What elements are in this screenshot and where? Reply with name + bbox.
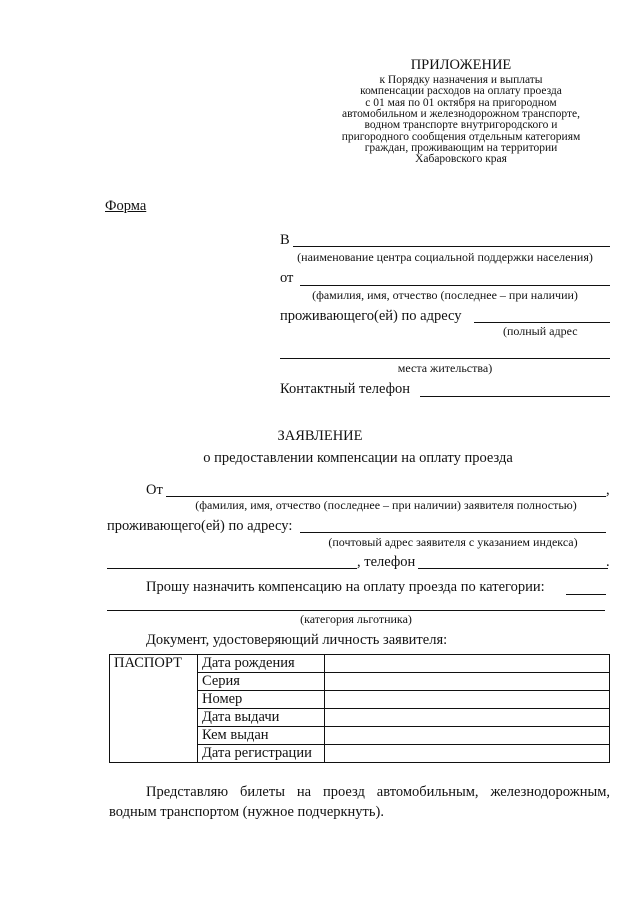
statement-subtitle: о предоставлении компенсации на оплату проезда xyxy=(203,450,513,466)
address-caption-2: места жительства) xyxy=(397,361,493,375)
passport-field-label: Дата регистрации xyxy=(198,745,325,763)
from-prefix: от xyxy=(280,270,294,286)
passport-label: ПАСПОРТ xyxy=(110,655,198,763)
passport-field-value[interactable] xyxy=(325,745,610,763)
appendix-line: компенсации расходов на оплату проезда xyxy=(360,85,562,98)
request-text: Прошу назначить компенсацию на оплату проезда по категории: xyxy=(146,579,545,595)
passport-field-value[interactable] xyxy=(325,691,610,709)
applicant-address-field[interactable] xyxy=(300,532,606,533)
tickets-text: Представляю билеты на проезд автомобильным, железнодорожным, водным транспортом (нужное подчеркнуть). xyxy=(109,784,610,820)
address-field-1[interactable] xyxy=(474,322,610,323)
appendix-line: граждан, проживающим на территории xyxy=(364,141,558,154)
address-caption-1: (полный адрес xyxy=(503,324,578,338)
applicant-address-caption: (почтовый адрес заявителя с указанием индекса) xyxy=(328,535,578,549)
statement-from-prefix: От xyxy=(146,482,163,498)
appendix-line: пригородного сообщения отдельным категориям xyxy=(341,130,581,143)
appendix-title: ПРИЛОЖЕНИЕ xyxy=(410,57,512,73)
statement-phone-suffix: . xyxy=(606,554,610,570)
from-name-field[interactable] xyxy=(300,285,610,286)
form-label: Форма xyxy=(105,198,147,214)
id-doc-text: Документ, удостоверяющий личность заявителя: xyxy=(146,632,448,648)
statement-from-suffix: , xyxy=(606,482,610,498)
passport-table xyxy=(109,654,610,763)
table-row xyxy=(110,655,610,673)
passport-field-value[interactable] xyxy=(325,727,610,745)
appendix-line: водном транспорте внутригородского и xyxy=(364,119,558,132)
statement-phone-label: , телефон xyxy=(357,554,416,570)
statement-title: ЗАЯВЛЕНИЕ xyxy=(277,428,363,444)
to-recipient-field[interactable] xyxy=(293,246,610,247)
applicant-name-field[interactable] xyxy=(166,496,606,497)
category-caption: (категория льготника) xyxy=(300,612,412,626)
from-caption: (фамилия, имя, отчество (последнее – при наличии) xyxy=(312,288,578,302)
statement-address-label: проживающего(ей) по адресу: xyxy=(107,518,293,534)
applicant-name-caption: (фамилия, имя, отчество (последнее – при наличии) заявителя полностью) xyxy=(195,498,577,512)
to-prefix: В xyxy=(280,232,290,248)
passport-field-label: Кем выдан xyxy=(198,727,325,745)
passport-field-label: Дата рождения xyxy=(198,655,325,673)
contact-phone-field[interactable] xyxy=(420,396,610,397)
appendix-line: автомобильном и железнодорожном транспорте, xyxy=(342,107,580,120)
category-field-1[interactable] xyxy=(566,594,606,595)
passport-field-value[interactable] xyxy=(325,673,610,691)
address-label: проживающего(ей) по адресу xyxy=(280,308,462,324)
passport-field-label: Дата выдачи xyxy=(198,709,325,727)
applicant-address-field-2[interactable] xyxy=(107,568,357,569)
passport-field-label: Номер xyxy=(198,691,325,709)
appendix-line: к Порядку назначения и выплаты xyxy=(379,74,543,86)
address-field-2[interactable] xyxy=(280,358,610,359)
applicant-phone-field[interactable] xyxy=(418,568,608,569)
passport-field-label: Серия xyxy=(198,673,325,691)
passport-field-value[interactable] xyxy=(325,709,610,727)
appendix-line: Хабаровского края xyxy=(415,153,507,166)
phone-label: Контактный телефон xyxy=(280,381,411,397)
category-field-2[interactable] xyxy=(107,610,605,611)
to-caption: (наименование центра социальной поддержки населения) xyxy=(297,250,593,264)
passport-field-value[interactable] xyxy=(325,655,610,673)
appendix-line: с 01 мая по 01 октября на пригородном xyxy=(365,96,557,109)
